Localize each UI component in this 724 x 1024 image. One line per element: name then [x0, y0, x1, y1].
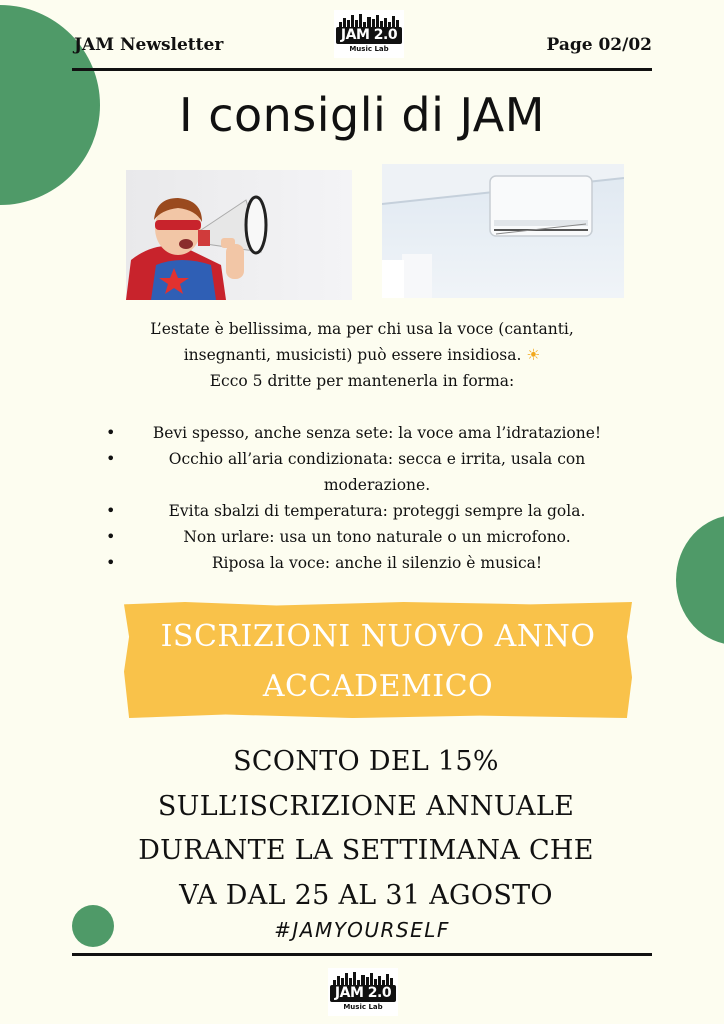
superhero-megaphone-photo: [126, 170, 352, 300]
promo-line-4: VA DAL 25 AL 31 AGOSTO: [179, 879, 553, 911]
banner-line-2: ACCADEMICO: [262, 669, 494, 704]
equalizer-icon: [333, 972, 393, 986]
promo-line-2: SULL’ISCRIZIONE ANNUALE: [157, 790, 575, 822]
promo-line-1: SCONTO DEL 15%: [233, 746, 499, 777]
equalizer-icon: [339, 14, 399, 28]
divider-top: [72, 68, 652, 71]
logo-sub: Music Lab: [343, 1003, 383, 1011]
page-title: I consigli di JAM: [179, 88, 545, 142]
intro-text: [100, 316, 624, 394]
discount-promo: [70, 740, 662, 918]
logo-top: [334, 10, 404, 58]
tip-item: • Evita sbalzi di temperatura: proteggi sempre la gola.: [100, 498, 624, 524]
promo-line-3: DURANTE LA SETTIMANA CHE: [138, 835, 594, 866]
tip-item: • Bevi spesso, anche senza sete: la voce ama l’idratazione!: [100, 420, 624, 446]
tips-list: [100, 420, 624, 576]
tip-item: • Non urlare: usa un tono naturale o un microfono.: [100, 524, 624, 550]
decor-circle-right: [676, 515, 724, 645]
banner-line-1: ISCRIZIONI NUOVO ANNO: [160, 619, 596, 654]
logo-bottom: [328, 968, 398, 1016]
sun-icon: ☀: [526, 346, 541, 364]
divider-bottom: [72, 953, 652, 956]
enrollment-banner-text: [124, 612, 632, 712]
intro-line-2: insegnanti, musicisti) può essere insidiosa.: [183, 346, 522, 364]
page-number: Page 02/02: [546, 35, 652, 55]
hashtag: #JAMYOURSELF: [274, 918, 450, 942]
logo-brand: JAM 2.0: [330, 985, 396, 1002]
tip-item: • Occhio all’aria condizionata: secca e irrita, usala con moderazione.: [100, 446, 624, 498]
logo-sub: Music Lab: [349, 45, 389, 53]
tip-item: • Riposa la voce: anche il silenzio è musica!: [100, 550, 624, 576]
air-conditioner-photo: [382, 164, 624, 298]
intro-line-1: L’estate è bellissima, ma per chi usa la voce (cantanti,: [150, 320, 574, 338]
logo-brand: JAM 2.0: [336, 27, 402, 44]
intro-line-3: Ecco 5 dritte per mantenerla in forma:: [209, 372, 515, 390]
newsletter-label: JAM Newsletter: [74, 35, 224, 55]
